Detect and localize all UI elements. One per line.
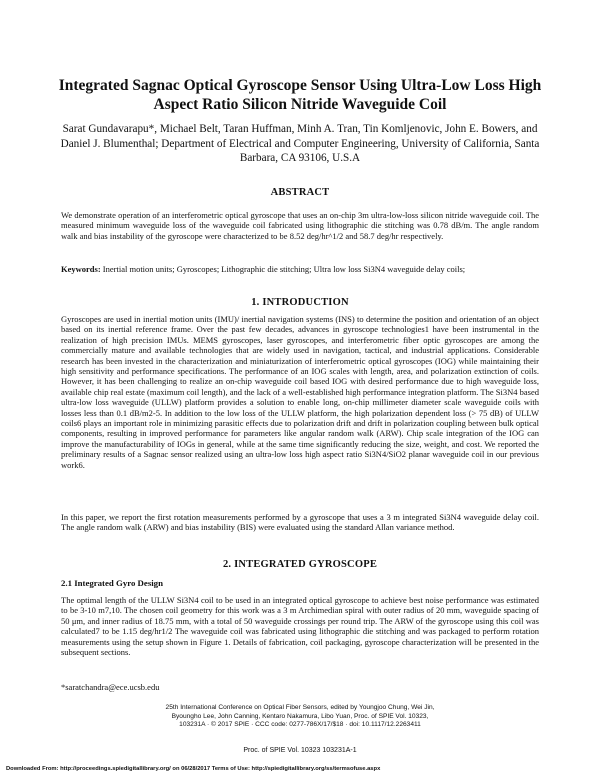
page-number: Proc. of SPIE Vol. 10323 103231A-1 [243, 747, 357, 754]
intro-paragraph-2: In this paper, we report the first rotation measurements performed by a gyroscope that uses a 3 m integrated Si3N4 waveguide delay coil. The angle random walk (ARW) and bias instability (BIS) were evaluated using the standard Allan variance method. [61, 512, 539, 533]
author-affiliation: Sarat Gundavarapu*, Michael Belt, Taran Huffman, Minh A. Tran, Tin Komljenovic, John E. Bowers, and Daniel J. Blumenthal; Department of Electrical and Computer Engineering, University of California, Santa Barbara, CA 93106, U.S.A [60, 123, 540, 164]
paper-title: Integrated Sagnac Optical Gyroscope Sensor Using Ultra-Low Loss High Aspect Ratio Silicon Nitride Waveguide Coil [58, 77, 542, 113]
section-introduction-heading: 1. INTRODUCTION [251, 297, 349, 308]
design-paragraph: The optimal length of the ULLW Si3N4 coil to be used in an integrated optical gyroscope to achieve best noise performance was estimated to be 3-10 m7,10. The chosen coil geometry for this work was a 3 m Archimedian spiral with outer radius of 20 mm, waveguide spacing of 50 μm, and inner radius of 18.75 mm, with a total of 50 waveguide crossings per round trip. The ARW of the gyroscope using this coil was calculated7 to be 1.15 deg/hr1/2 The waveguide coil was fabricated using lithographic die stitching and was packaged to perform rotation measurements using the setup shown in Figure 1. Details of fabrication, coil packaging, gyroscope characterization will be presented in the subsequent sections. [61, 595, 539, 658]
abstract-text: We demonstrate operation of an interferometric optical gyroscope that uses an on-chip 3m ultra-low-loss silicon nitride waveguide coil. The measured minimum waveguide loss of the waveguide coil fabricated using lithographic die stitching was 0.78 dB/m. The angle random walk and bias instability of the gyroscope were characterized to be 8.52 deg/hr^1/2 and 58.7 deg/hr respectively. [61, 210, 539, 241]
subsection-gyro-design-heading: 2.1 Integrated Gyro Design [61, 578, 163, 588]
conference-line-2: Byoungho Lee, John Canning, Kentaro Nakamura, Libo Yuan, Proc. of SPIE Vol. 10323, [171, 712, 429, 720]
section-integrated-gyroscope-heading: 2. INTEGRATED GYROSCOPE [222, 559, 378, 570]
keywords-label: Keywords: [61, 264, 101, 274]
keywords-text: Inertial motion units; Gyroscopes; Lithographic die stitching; Ultra low loss Si3N4 waveguide delay coils; [102, 264, 466, 274]
download-notice: Downloaded From: http://proceedings.spiedigitallibrary.org/ on 06/28/2017 Terms of Use: http://spiedigitallibrary.org/ss/termsofuse.aspx [6, 766, 381, 772]
intro-paragraph-1: Gyroscopes are used in inertial motion units (IMU)/ inertial navigation systems (INS) to determine the position and orientation of an object based on its inertial reference frame. Over the past few decades, advances in gyroscope technologies1 have been instrumental in the realization of high precision IMUs. MEMS gyroscopes, laser gyroscopes, and interferometric fiber optic gyroscopes are among the commercially mature and available technologies that are widely used in navigation, tactical, and industrial applications. Considerable research has been invested in the characterization and miniaturization of interferometric optical gyroscopes (IOG) while maintaining their high sensitivity and performance specifications. The performance of an IOG scales with length, area, and polarization extinction of coils. However, it has been challenging to realize an on-chip waveguide coil based IOG with desired performance due to high waveguide loss, available chip real estate (maximum coil length), and the lack of a well-established high performance integration platform. The Si3N4 based ultra-low loss waveguide (ULLW) platform provides a solution to enable long, on-chip millimeter diameter scale waveguide coils with losses less than 0.1 dB/m2-5. In addition to the low loss of the ULLW platform, the high polarization dependent loss (> 75 dB) of ULLW coils6 plays an important role in minimizing parasitic effects due to polarization drift and drift in polarization coupling between bulk optical components, resulting in improved performance for parameters like angular random walk (ARW). Chip scale integration of the IOG can improve the manufacturability of IOGs in general, while at the same time significantly reducing the size, weight, and cost. We reported the preliminary results of a Sagnac sensor realized using an ultra-low loss high aspect ratio Si3N4/SiO2 planar waveguide coil in our previous work6. [61, 314, 539, 470]
abstract-heading: ABSTRACT [270, 187, 330, 198]
conference-line-3: 103231A · © 2017 SPIE · CCC code: 0277-786X/17/$18 · doi: 10.1117/12.2263411 [179, 721, 421, 728]
corresponding-author-email: *saratchandra@ece.ucsb.edu [61, 682, 160, 692]
keywords-line [61, 264, 539, 274]
conference-line-1: 25th International Conference on Optical Fiber Sensors, edited by Youngjoo Chung, Wei Jin, [165, 704, 435, 711]
conference-citation [90, 704, 510, 730]
